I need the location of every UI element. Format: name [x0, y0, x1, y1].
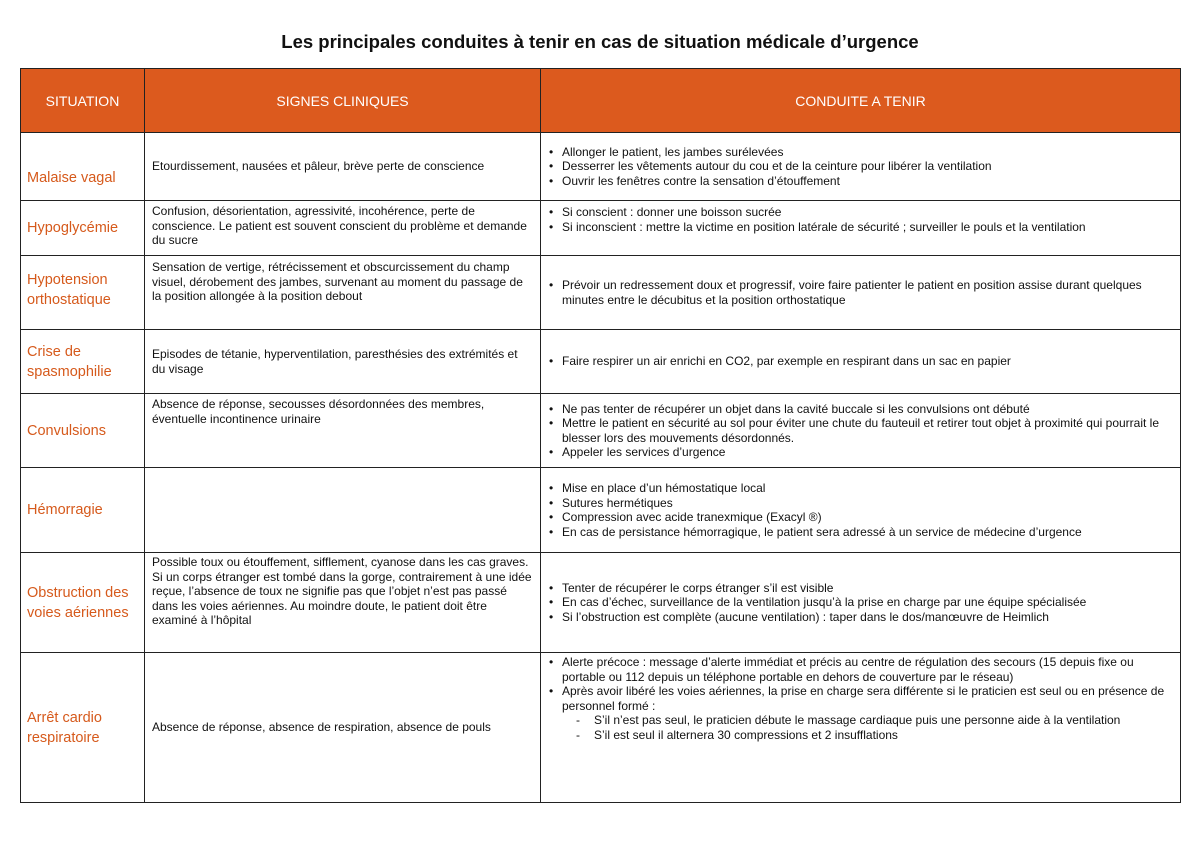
situation-label: Hémorragie	[27, 502, 103, 518]
conduct-list	[546, 402, 1170, 460]
list-item: • Si inconscient : mettre la victime en position latérale de sécurité ; surveiller le pouls et la ventilation	[546, 220, 1170, 235]
situation-label: Crise de spasmophilie	[27, 343, 112, 380]
conduct-list	[546, 145, 1170, 189]
emergency-table	[20, 68, 1181, 803]
table-row	[21, 468, 1181, 553]
situation-cell	[21, 256, 145, 330]
conduct-cell	[541, 330, 1181, 394]
situation-cell	[21, 468, 145, 553]
list-item: • En cas d’échec, surveillance de la ventilation jusqu’à la prise en charge par une équipe spécialisée	[546, 595, 1170, 610]
list-item: • Desserrer les vêtements autour du cou et de la ceinture pour libérer la ventilation	[546, 159, 1170, 174]
sub-list	[546, 713, 1170, 742]
table-row	[21, 201, 1181, 256]
conduct-list	[546, 278, 1170, 307]
conduct-cell	[541, 653, 1181, 803]
situation-label: Convulsions	[27, 422, 106, 439]
list-item: • Tenter de récupérer le corps étranger s’il est visible	[546, 581, 1170, 596]
list-item	[546, 684, 1170, 713]
sub-list-item: - S’il n’est pas seul, le praticien débute le massage cardiaque puis une personne aide à la ventilation	[576, 713, 1170, 728]
conduct-list	[546, 354, 1170, 369]
conduct-list	[546, 655, 1170, 713]
signs-cell: Absence de réponse, absence de respiration, absence de pouls	[145, 653, 541, 803]
table-row	[21, 394, 1181, 468]
table-row	[21, 133, 1181, 201]
signs-cell: Sensation de vertige, rétrécissement et obscurcissement du champ visuel, dérobement des jambes, survenant au moment du passage de la position allongée à la position debout	[145, 256, 541, 330]
conduct-cell	[541, 553, 1181, 653]
list-item: • Allonger le patient, les jambes surélevées	[546, 145, 1170, 160]
signs-cell	[145, 468, 541, 553]
situation-cell	[21, 201, 145, 256]
conduct-cell	[541, 256, 1181, 330]
list-item: • Compression avec acide tranexmique (Exacyl ®)	[546, 510, 1170, 525]
conduct-cell	[541, 468, 1181, 553]
conduct-list	[546, 205, 1170, 234]
situation-cell	[21, 133, 145, 201]
table-row	[21, 330, 1181, 394]
table-row	[21, 553, 1181, 653]
situation-cell	[21, 653, 145, 803]
list-item: • Faire respirer un air enrichi en CO2, par exemple en respirant dans un sac en papier	[546, 354, 1170, 369]
header-row	[21, 69, 1181, 133]
conduct-cell	[541, 133, 1181, 201]
situation-cell	[21, 394, 145, 468]
signs-cell: Absence de réponse, secousses désordonnées des membres, éventuelle incontinence urinaire	[145, 394, 541, 468]
header-signs: SIGNES CLINIQUES	[145, 69, 541, 133]
table-row	[21, 653, 1181, 803]
list-item: • Ne pas tenter de récupérer un objet dans la cavité buccale si les convulsions ont débuté	[546, 402, 1170, 417]
signs-cell: Confusion, désorientation, agressivité, incohérence, perte de conscience. Le patient est souvent conscient du problème et demande du sucre	[145, 201, 541, 256]
header-conduct: CONDUITE A TENIR	[541, 69, 1181, 133]
situation-cell	[21, 330, 145, 394]
list-item: • Prévoir un redressement doux et progressif, voire faire patienter le patient en position assise durant quelques minutes entre le décubitus et la position orthostatique	[546, 278, 1170, 307]
list-item: • Sutures hermétiques	[546, 496, 1170, 511]
list-item: • Alerte précoce : message d’alerte immédiat et précis au centre de régulation des secours (15 depuis fixe ou portable ou 112 depuis un téléphone portable en dehors de couverture par le réseau)	[546, 655, 1170, 684]
list-item: • En cas de persistance hémorragique, le patient sera adressé à un service de médecine d’urgence	[546, 525, 1170, 540]
list-item: • Ouvrir les fenêtres contre la sensation d’étouffement	[546, 174, 1170, 189]
table-row	[21, 256, 1181, 330]
sub-list-item: - S’il est seul il alternera 30 compressions et 2 insufflations	[576, 728, 1170, 743]
header-situation: SITUATION	[21, 69, 145, 133]
page-title: Les principales conduites à tenir en cas de situation médicale d’urgence	[281, 31, 919, 52]
situation-label: Obstruction des voies aériennes	[27, 584, 129, 621]
list-item: • Si l’obstruction est complète (aucune ventilation) : taper dans le dos/manœuvre de Heimlich	[546, 610, 1170, 625]
list-item: • Mettre le patient en sécurité au sol pour éviter une chute du fauteuil et retirer tout objet à proximité qui pourrait le blesser lors des mouvements désordonnés.	[546, 416, 1170, 445]
situation-label: Hypoglycémie	[27, 220, 119, 236]
conduct-list	[546, 481, 1170, 539]
list-item: • Mise en place d’un hémostatique local	[546, 481, 1170, 496]
situation-label: Malaise vagal	[27, 169, 116, 186]
conduct-cell	[541, 201, 1181, 256]
conduct-cell	[541, 394, 1181, 468]
list-item-text: Après avoir libéré les voies aériennes, la prise en charge sera différente si le praticien est seul ou en présence de personnel formé :	[562, 684, 1165, 713]
list-item: • Appeler les services d’urgence	[546, 445, 1170, 460]
situation-label: Arrêt cardio respiratoire	[27, 709, 102, 746]
signs-cell: Episodes de tétanie, hyperventilation, paresthésies des extrémités et du visage	[145, 330, 541, 394]
situation-cell	[21, 553, 145, 653]
conduct-list	[546, 581, 1170, 625]
situation-label: Hypotension orthostatique	[27, 272, 111, 308]
list-item: • Si conscient : donner une boisson sucrée	[546, 205, 1170, 220]
signs-cell: Etourdissement, nausées et pâleur, brève perte de conscience	[145, 133, 541, 201]
signs-cell: Possible toux ou étouffement, sifflement, cyanose dans les cas graves. Si un corps étranger est tombé dans la gorge, contrairement à une idée reçue, l’absence de toux ne signifie pas que l’objet n’est pas passé dans les voies aériennes. Au moindre doute, le patient doit être examiné à l’hôpital	[145, 553, 541, 653]
